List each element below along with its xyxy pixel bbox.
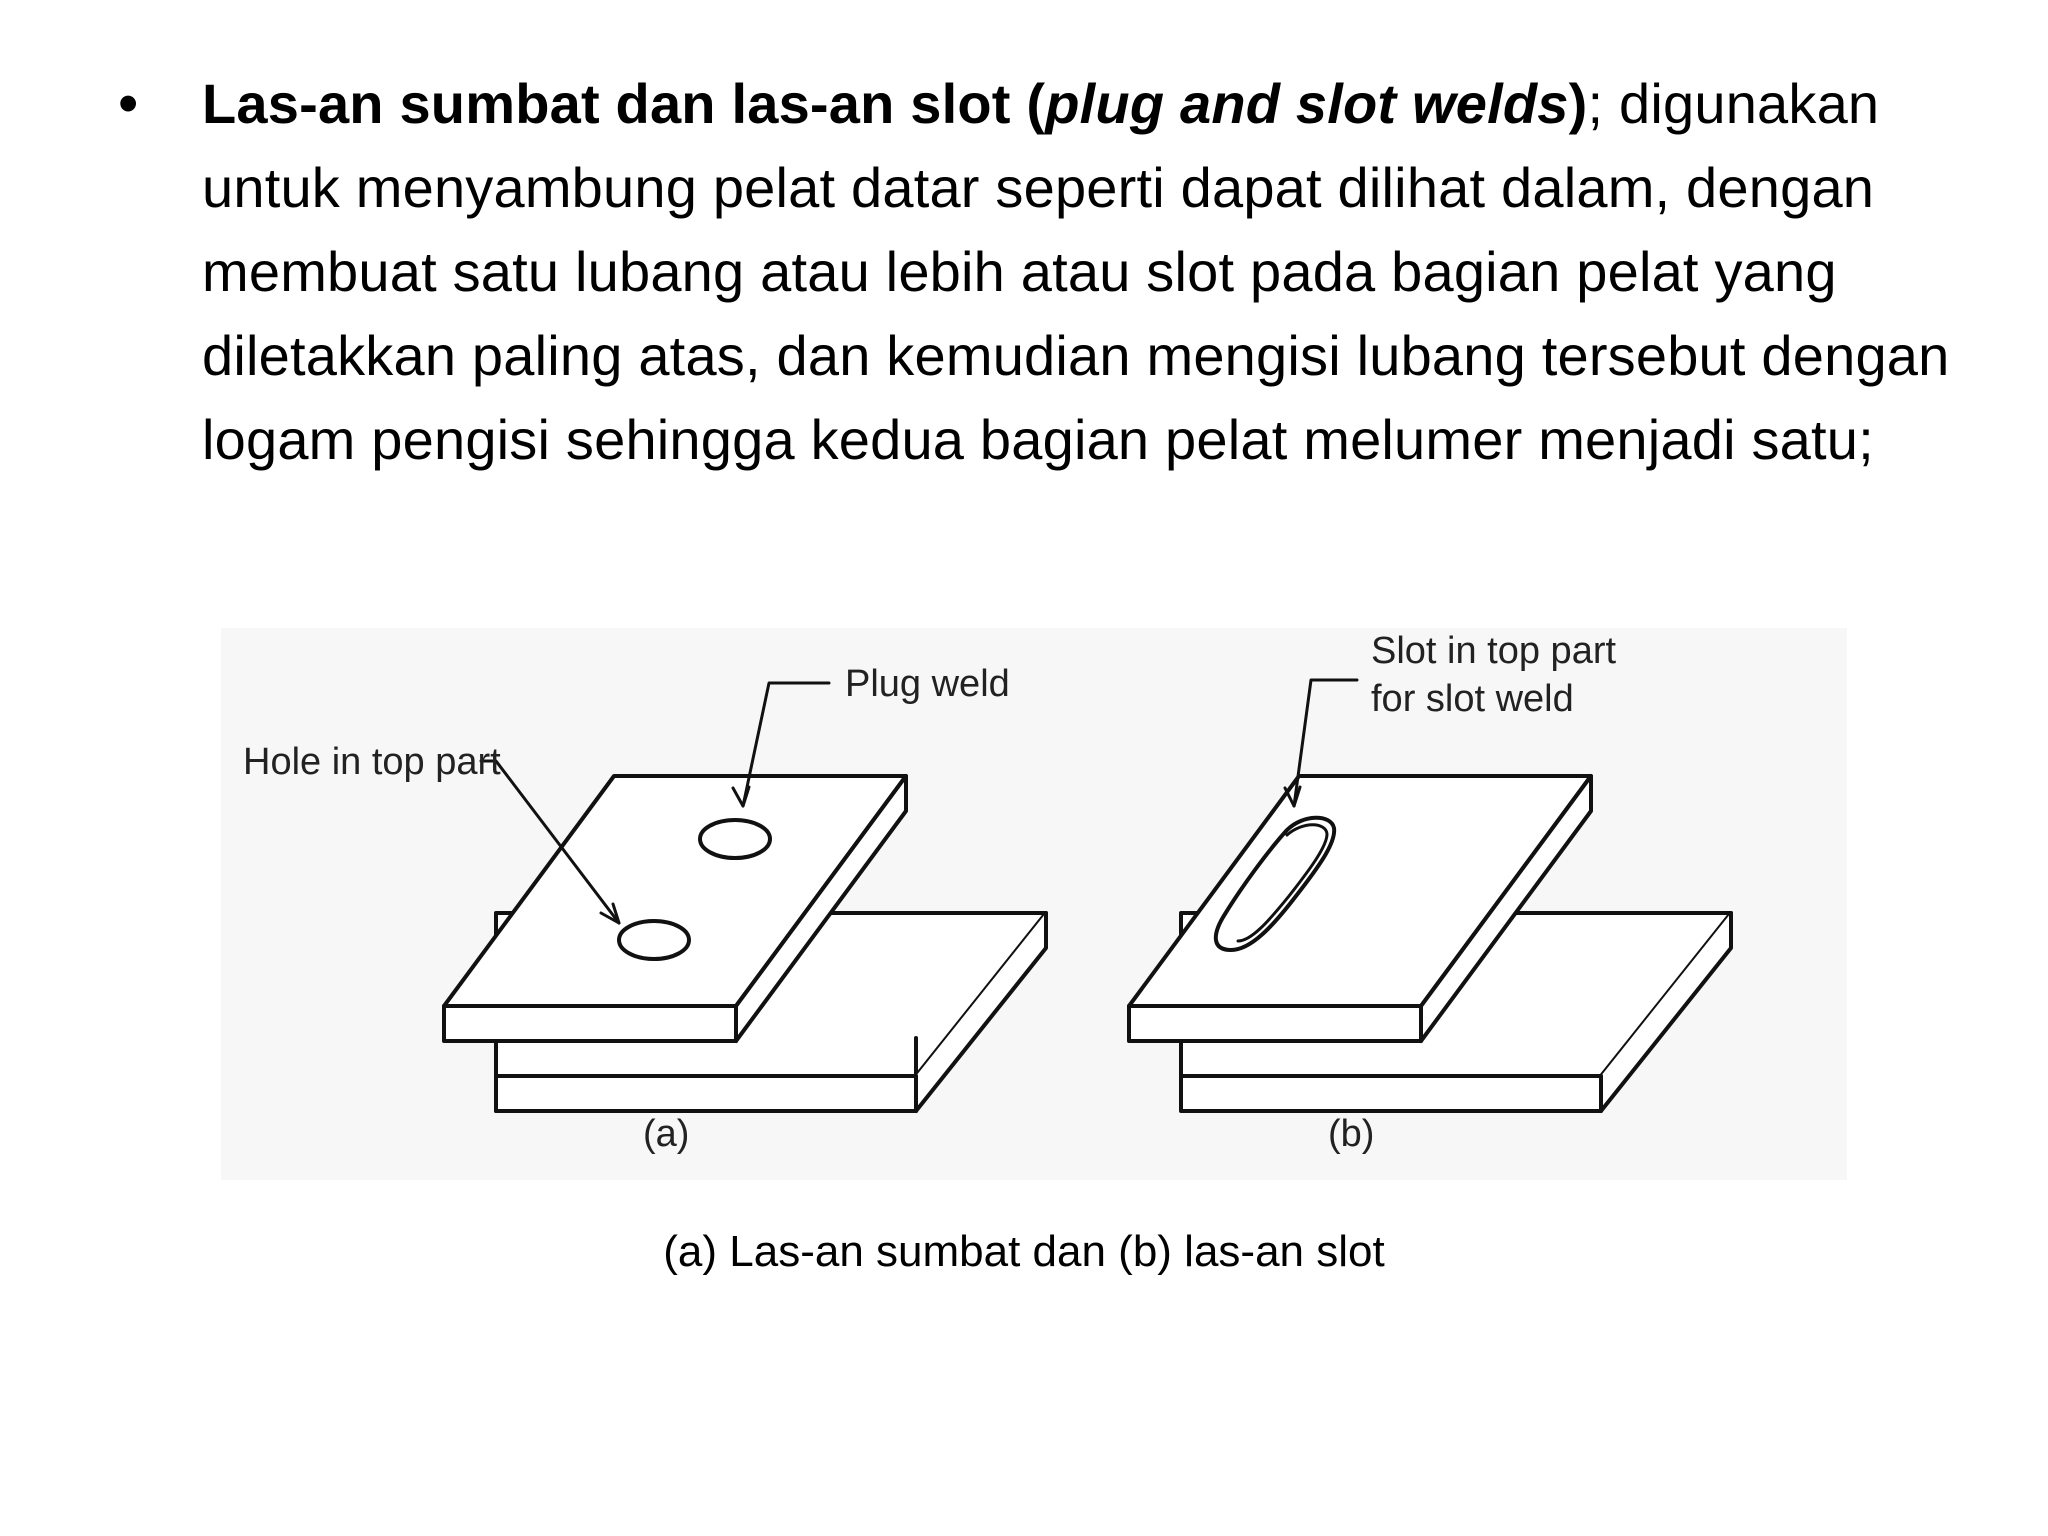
label-sub-a: (a) [643, 1113, 690, 1155]
plug-hole-lower [619, 921, 689, 959]
label-sub-b: (b) [1328, 1113, 1375, 1155]
bold-lead: Las-an sumbat dan las-an slot ( [202, 72, 1046, 135]
figure-caption: (a) Las-an sumbat dan (b) las-an slot [663, 1227, 1385, 1276]
bullet-dot: • [118, 71, 139, 136]
weld-figure [221, 628, 1847, 1180]
body-text: ; digunakan untuk menyambung pelat datar seperti dapat dilihat dalam, dengan membuat satu lubang atau lebih atau slot pada bagian pelat yang diletakkan paling atas, dan kemudian mengisi lubang tersebut dengan logam pengisi sehingga kedua bagian pelat melumer menjadi satu; [202, 72, 1950, 471]
label-hole-in-top-part: Hole in top part [243, 741, 501, 783]
label-plug-weld: Plug weld [845, 663, 1010, 705]
weld-diagram [221, 628, 1847, 1180]
label-slot-line2: for slot weld [1371, 678, 1574, 720]
bold-italic-term: plug and slot welds [1045, 72, 1569, 135]
bullet-text [202, 62, 2002, 482]
label-slot-line1: Slot in top part [1371, 630, 1617, 672]
plug-hole-upper [700, 820, 770, 858]
bold-close: ) [1568, 72, 1588, 135]
